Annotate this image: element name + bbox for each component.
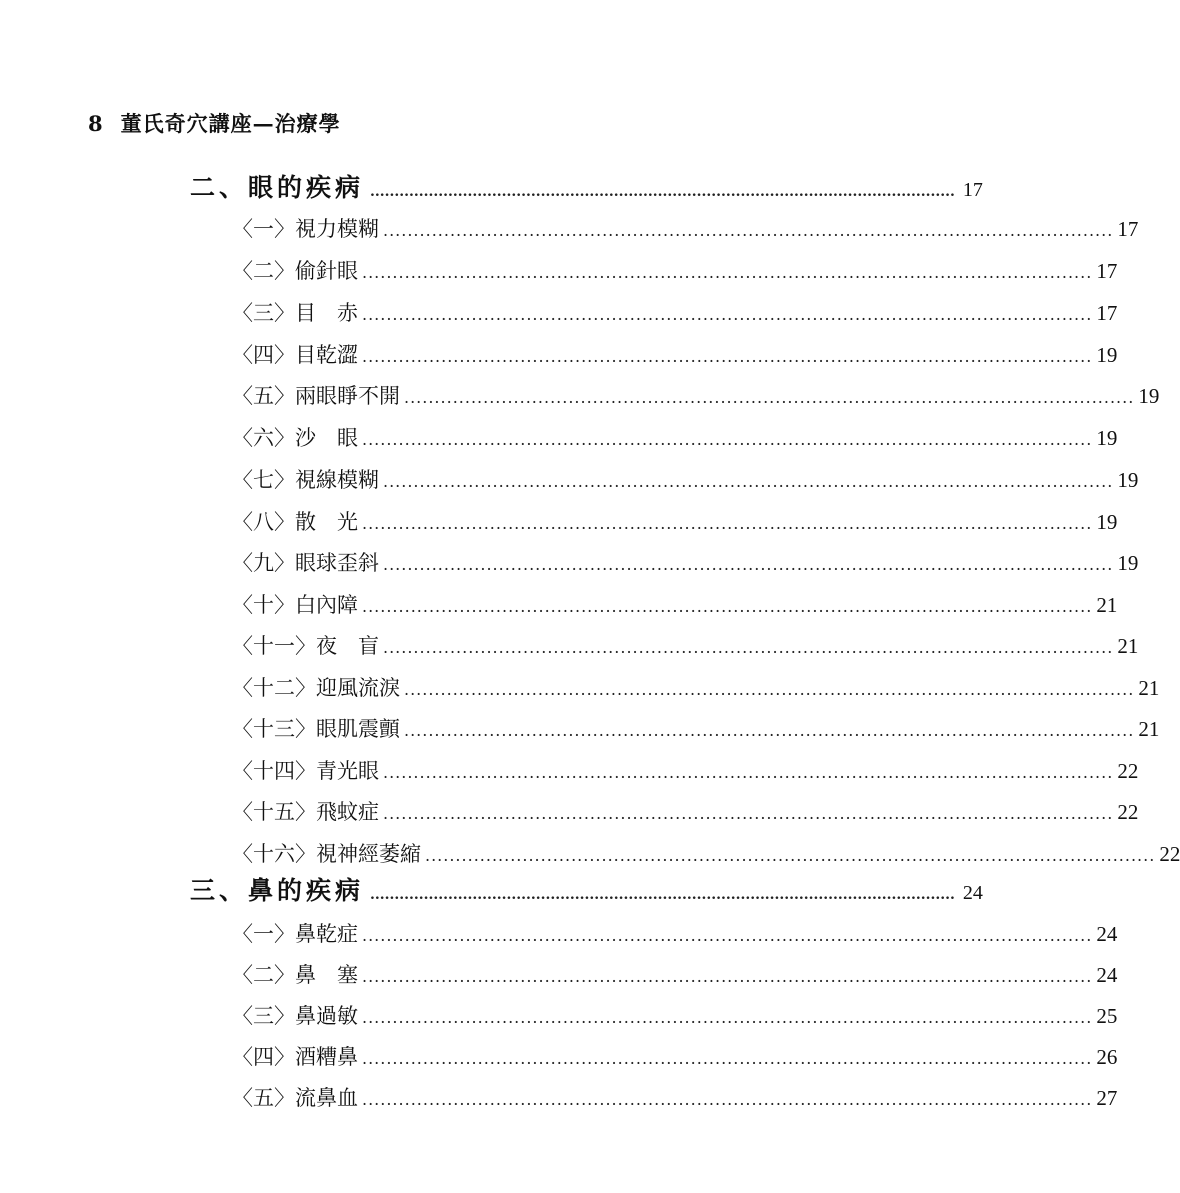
toc-page-number: 25 bbox=[1096, 1004, 1118, 1028]
dot-leader: ........................................................................................................................ bbox=[383, 555, 1114, 574]
toc-label: 〈四〉目乾澀 bbox=[232, 343, 358, 367]
dot-leader: ........................................................................................................................ bbox=[404, 680, 1135, 699]
dot-leader: ........................................................................................................................ bbox=[383, 763, 1114, 782]
toc-page-number: 19 bbox=[1096, 510, 1118, 534]
toc-section-eye[interactable] bbox=[190, 168, 983, 204]
toc-page-number: 27 bbox=[1096, 1086, 1118, 1110]
dot-leader: ........................................................................................................................ bbox=[383, 221, 1114, 240]
toc-page-number: 22 bbox=[1117, 759, 1139, 783]
toc-page-number: 19 bbox=[1096, 426, 1118, 450]
toc-label: 〈一〉視力模糊 bbox=[232, 217, 379, 241]
page-number: 8 bbox=[88, 111, 103, 136]
toc-entry[interactable] bbox=[232, 918, 1118, 948]
toc-label: 〈十一〉夜 盲 bbox=[232, 634, 379, 658]
dot-leader: ........................................................................................................................ bbox=[383, 804, 1114, 823]
toc-label: 〈五〉流鼻血 bbox=[232, 1086, 358, 1110]
dot-leader: ........................................................................................................................ bbox=[362, 305, 1093, 324]
toc-page-number: 22 bbox=[1159, 842, 1180, 866]
toc-entry[interactable] bbox=[232, 630, 1139, 660]
toc-label: 〈二〉偷針眼 bbox=[232, 259, 358, 283]
toc-label: 〈十〉白內障 bbox=[232, 593, 358, 617]
toc-page-number: 21 bbox=[1117, 634, 1139, 658]
toc-entry[interactable] bbox=[232, 1082, 1118, 1112]
toc-entry[interactable] bbox=[232, 755, 1139, 785]
dot-leader: ........................................................................................................................ bbox=[362, 430, 1093, 449]
toc-label: 〈十六〉視神經萎縮 bbox=[232, 842, 421, 866]
dot-leader: ........................................................................................................................ bbox=[383, 472, 1114, 491]
dot-leader: ........................................................................................................................ bbox=[362, 926, 1093, 945]
toc-entry[interactable] bbox=[232, 1041, 1118, 1071]
dot-leader: ........................................................................................................................ bbox=[362, 967, 1093, 986]
dot-leader: ........................................................................................................................ bbox=[425, 846, 1156, 865]
toc-label: 〈三〉鼻過敏 bbox=[232, 1004, 358, 1028]
toc-entry[interactable] bbox=[232, 796, 1139, 826]
toc-entry[interactable] bbox=[232, 1000, 1118, 1030]
toc-page-number: 24 bbox=[962, 882, 983, 904]
dot-leader: ........................................................................................................................ bbox=[362, 597, 1093, 616]
book-title: 董氏奇穴講座—治療學 bbox=[120, 111, 341, 136]
toc-label: 三、鼻的疾病 bbox=[190, 876, 365, 905]
toc-label: 〈九〉眼球歪斜 bbox=[232, 551, 379, 575]
dot-leader: ........................................................................................................................ bbox=[404, 388, 1135, 407]
toc-page-number: 19 bbox=[1117, 468, 1139, 492]
toc-entry[interactable] bbox=[232, 713, 1160, 743]
dot-leader: ........................................................................................................................ bbox=[362, 347, 1093, 366]
toc-page-number: 21 bbox=[1138, 676, 1160, 700]
toc-page-number: 26 bbox=[1096, 1045, 1118, 1069]
toc-page-number: 21 bbox=[1138, 717, 1160, 741]
toc-page-number: 19 bbox=[1138, 384, 1160, 408]
toc-entry[interactable] bbox=[232, 339, 1118, 369]
toc-entry[interactable] bbox=[232, 297, 1118, 327]
toc-entry[interactable] bbox=[232, 422, 1118, 452]
toc-page-number: 17 bbox=[962, 179, 983, 201]
running-header bbox=[88, 108, 341, 138]
toc-page-number: 17 bbox=[1117, 217, 1139, 241]
dot-leader: ........................................................................................................................ bbox=[362, 263, 1093, 282]
dot-leader: ........................................................................................................................ bbox=[383, 638, 1114, 657]
toc-page-number: 17 bbox=[1096, 259, 1118, 283]
toc-label: 二、眼的疾病 bbox=[190, 173, 365, 202]
toc-entry[interactable] bbox=[232, 464, 1139, 494]
toc-label: 〈十三〉眼肌震顫 bbox=[232, 717, 400, 741]
dot-leader: ........................................................................................................................ bbox=[370, 887, 955, 903]
toc-label: 〈四〉酒糟鼻 bbox=[232, 1045, 358, 1069]
toc-entry[interactable] bbox=[232, 589, 1118, 619]
toc-label: 〈五〉兩眼睜不開 bbox=[232, 384, 400, 408]
toc-label: 〈七〉視線模糊 bbox=[232, 468, 379, 492]
dot-leader: ........................................................................................................................ bbox=[404, 721, 1135, 740]
toc-label: 〈一〉鼻乾症 bbox=[232, 922, 358, 946]
toc-section-nose[interactable] bbox=[190, 871, 983, 907]
toc-entry[interactable] bbox=[232, 838, 1180, 868]
dot-leader: ........................................................................................................................ bbox=[362, 1090, 1093, 1109]
toc-page-number: 24 bbox=[1096, 922, 1118, 946]
toc-page-number: 24 bbox=[1096, 963, 1118, 987]
toc-entry[interactable] bbox=[232, 547, 1139, 577]
toc-entry[interactable] bbox=[232, 213, 1139, 243]
toc-label: 〈八〉散 光 bbox=[232, 510, 358, 534]
toc-page-number: 19 bbox=[1117, 551, 1139, 575]
dot-leader: ........................................................................................................................ bbox=[370, 184, 955, 200]
toc-entry[interactable] bbox=[232, 506, 1118, 536]
toc-page-number: 22 bbox=[1117, 800, 1139, 824]
toc-label: 〈十四〉青光眼 bbox=[232, 759, 379, 783]
toc-label: 〈三〉目 赤 bbox=[232, 301, 358, 325]
toc-entry[interactable] bbox=[232, 672, 1160, 702]
toc-label: 〈六〉沙 眼 bbox=[232, 426, 358, 450]
toc-page-number: 17 bbox=[1096, 301, 1118, 325]
toc-label: 〈十二〉迎風流淚 bbox=[232, 676, 400, 700]
dot-leader: ........................................................................................................................ bbox=[362, 514, 1093, 533]
toc-page-number: 21 bbox=[1096, 593, 1118, 617]
toc-label: 〈十五〉飛蚊症 bbox=[232, 800, 379, 824]
toc-entry[interactable] bbox=[232, 380, 1160, 410]
toc-label: 〈二〉鼻 塞 bbox=[232, 963, 358, 987]
dot-leader: ........................................................................................................................ bbox=[362, 1008, 1093, 1027]
dot-leader: ........................................................................................................................ bbox=[362, 1049, 1093, 1068]
toc-entry[interactable] bbox=[232, 255, 1118, 285]
toc-page-number: 19 bbox=[1096, 343, 1118, 367]
toc-entry[interactable] bbox=[232, 959, 1118, 989]
